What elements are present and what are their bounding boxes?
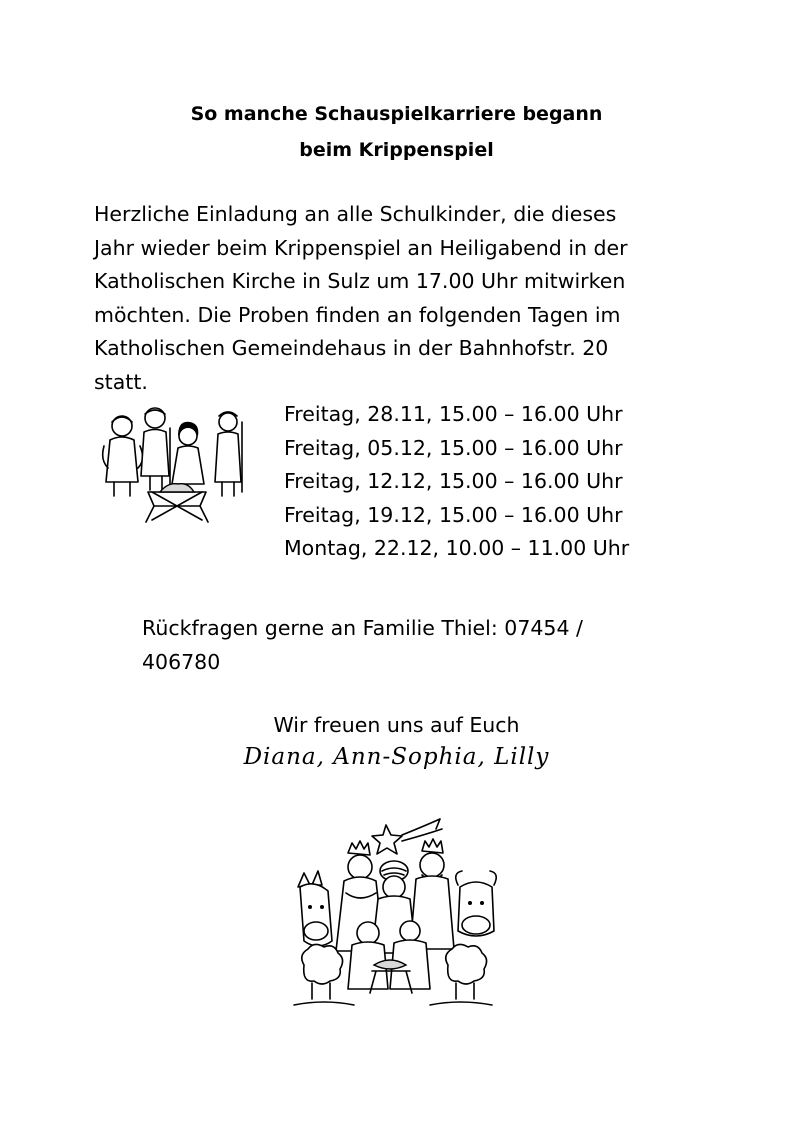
signature: Diana, Ann-Sophia, Lilly	[243, 744, 550, 770]
intro-line: möchten. Die Proben finden an folgenden Tagen im	[94, 302, 621, 327]
intro-line: Jahr wieder beim Krippenspiel an Heiligabend in der	[94, 235, 628, 260]
intro-line: statt.	[94, 369, 148, 394]
schedule-item: Freitag, 28.11, 15.00 – 16.00 Uhr	[284, 402, 623, 426]
intro-line: Herzliche Einladung an alle Schulkinder, die dieses	[94, 202, 617, 226]
rehearsal-schedule	[284, 398, 629, 566]
contact-phone: 406780	[142, 649, 221, 674]
invitation-text	[94, 198, 714, 399]
intro-line: Katholischen Kirche in Sulz um 17.00 Uhr mitwirken	[94, 269, 626, 293]
intro-line: Katholischen Gemeindehaus in der Bahnhofstr. 20	[94, 336, 609, 360]
schedule-item: Freitag, 12.12, 15.00 – 16.00 Uhr	[284, 469, 623, 493]
page-title	[0, 96, 793, 168]
nativity-children-icon	[100, 400, 250, 525]
contact-line: Rückfragen gerne an Familie Thiel: 07454 /	[142, 616, 583, 640]
schedule-item: Montag, 22.12, 10.00 – 11.00 Uhr	[284, 536, 630, 560]
closing-text: Wir freuen uns auf Euch	[273, 713, 520, 737]
title-line-1: So manche Schauspielkarriere begann	[190, 103, 603, 125]
schedule-item: Freitag, 05.12, 15.00 – 16.00 Uhr	[284, 435, 623, 460]
schedule-item: Freitag, 19.12, 15.00 – 16.00 Uhr	[284, 502, 623, 527]
nativity-scene-icon	[290, 815, 500, 1015]
title-line-2: beim Krippenspiel	[299, 139, 494, 161]
contact-info	[142, 612, 662, 679]
